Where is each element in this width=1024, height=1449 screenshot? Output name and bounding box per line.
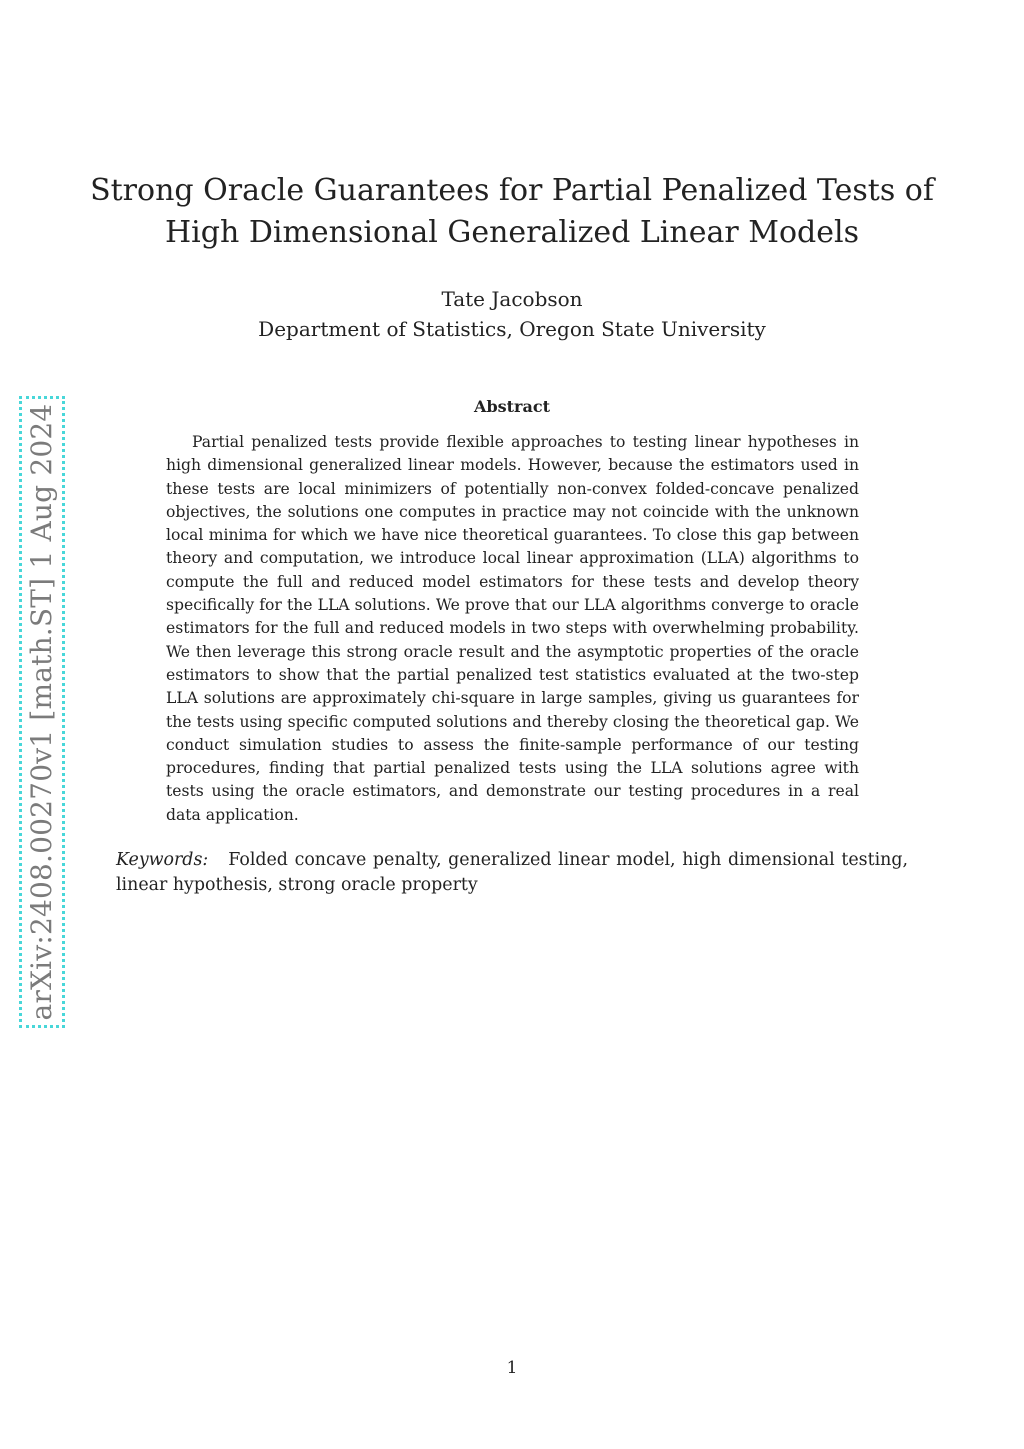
keywords-list: Folded concave penalty, generalized linear model, high dimensional testing, linear hypothesis, strong oracle property — [116, 850, 909, 895]
arxiv-stamp — [19, 396, 65, 1028]
abstract-text: Partial penalized tests provide flexible approaches to testing linear hypotheses in high dimensional generalized linear models. However, because the estimators used in these tests are local minimizers of potentially non-convex folded-concave penalized objectives, the solutions one computes in practice may not coincide with the unknown local minima for which we have nice theoretical guarantees. To close this gap between theory and computation, we introduce local linear approximation (LLA) algorithms to compute the full and reduced model estimators for these tests and develop theory specifically for the LLA solutions. We prove that our LLA algorithms converge to oracle estimators for the full and reduced models in two steps with overwhelming probability. We then leverage this strong oracle result and the asymptotic properties of the oracle estimators to show that the partial penalized test statistics evaluated at the two-step LLA solutions are approximately chi-square in large samples, giving us guarantees for the tests using specific computed solutions and thereby closing the theoretical gap. We conduct simulation studies to assess the finite-sample performance of our testing procedures, finding that partial penalized tests using the LLA solutions agree with tests using the oracle estimators, and demonstrate our testing procedures in a real data application. — [166, 433, 859, 824]
author-affiliation: Department of Statistics, Oregon State University — [258, 317, 766, 341]
paper-title — [0, 170, 1024, 254]
title-line-2: High Dimensional Generalized Linear Models — [165, 215, 859, 250]
arxiv-identifier: arXiv:2408.00270v1 [math.ST] 1 Aug 2024 — [25, 403, 58, 1021]
keywords-label: Keywords: — [116, 850, 222, 870]
keywords — [116, 848, 908, 898]
author-name: Tate Jacobson — [441, 287, 583, 311]
abstract-heading: Abstract — [474, 397, 550, 416]
page-number: 1 — [506, 1358, 518, 1378]
title-line-1: Strong Oracle Guarantees for Partial Penalized Tests of — [90, 173, 934, 208]
